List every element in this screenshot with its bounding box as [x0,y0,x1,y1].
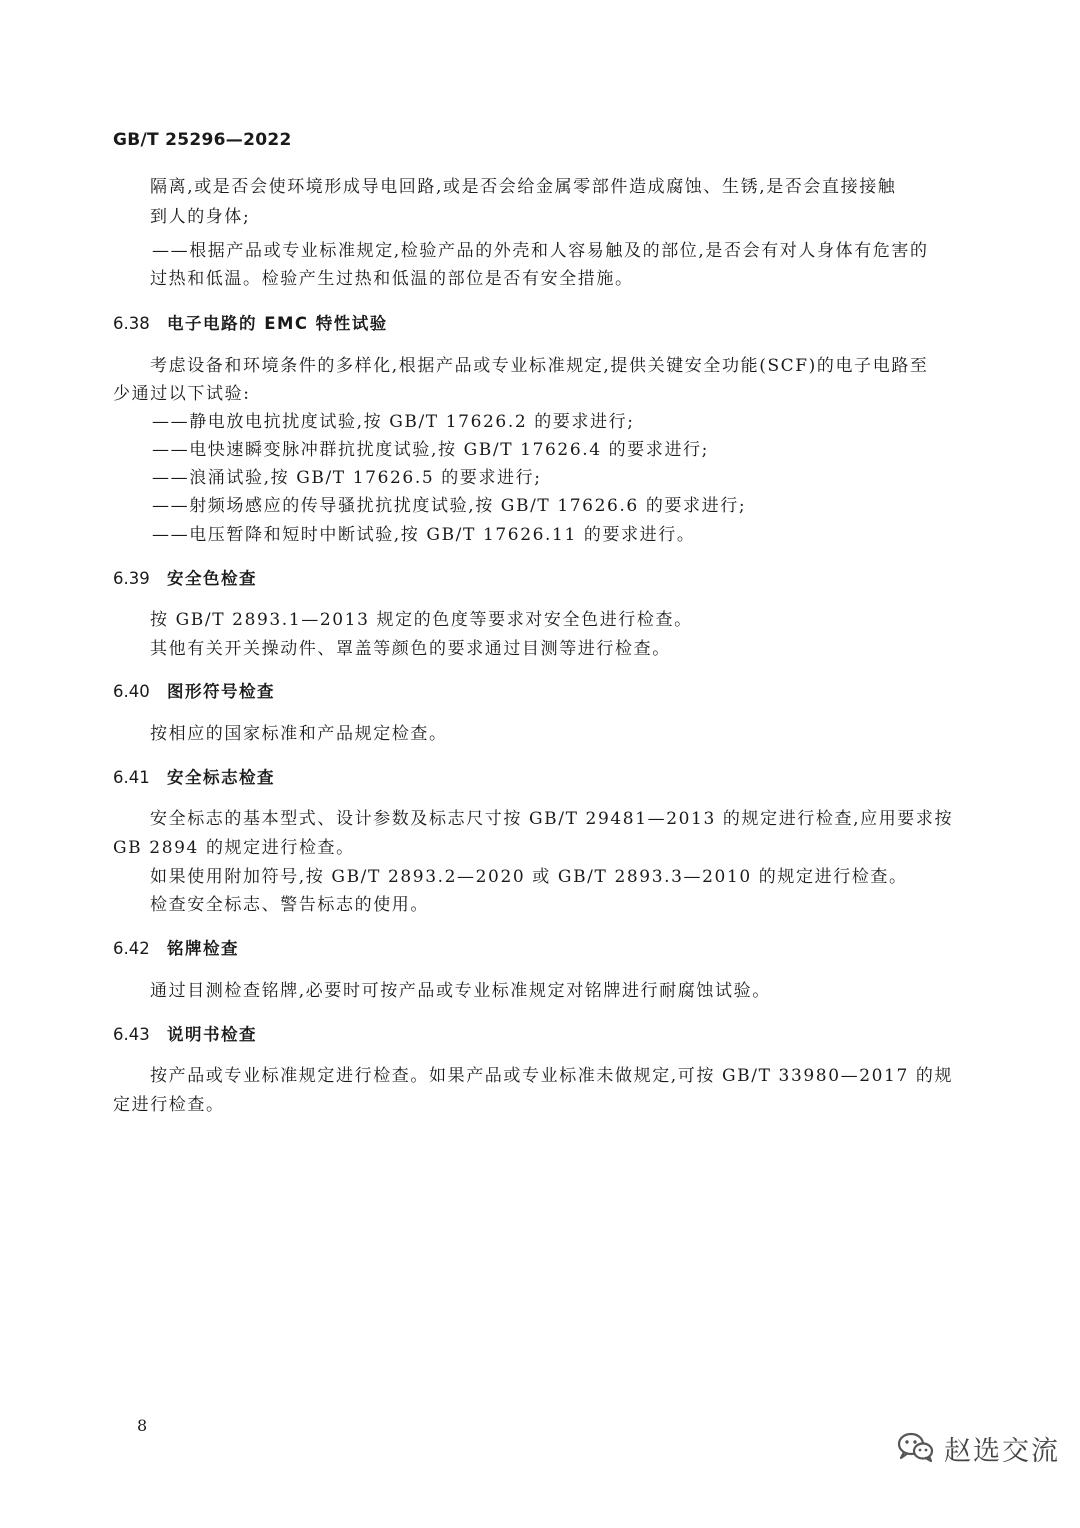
body-line: 安全标志的基本型式、设计参数及标志尺寸按 GB/T 29481—2013 的规定进行检查,应用要求按 [150,809,954,829]
body-line: 少通过以下试验: [113,384,251,404]
body-line: 按 GB/T 2893.1—2013 规定的色度等要求对安全色进行检查。 [150,610,693,630]
section-number: 6.43 [113,1025,150,1044]
section-title: 说明书检查 [167,1025,257,1044]
list-item: ——浪涌试验,按 GB/T 17626.5 的要求进行; [152,468,542,488]
section-number: 6.40 [113,682,150,701]
body-line: 定进行检查。 [113,1095,225,1115]
section-heading-6-42 [113,935,239,963]
body-line: 过热和低温。检验产生过热和低温的部位是否有安全措施。 [150,269,634,289]
body-line: 隔离,或是否会使环境形成导电回路,或是否会给金属零部件造成腐蚀、生锈,是否会直接接触 [150,177,897,197]
section-number: 6.41 [113,768,150,787]
watermark-text: 赵选交流 [944,1436,1060,1467]
body-line: 其他有关开关操动件、罩盖等颜色的要求通过目测等进行检查。 [150,639,671,659]
body-line: 检查安全标志、警告标志的使用。 [150,895,429,915]
section-title: 电子电路的 EMC 特性试验 [167,314,388,333]
section-heading-6-39 [113,565,257,593]
section-number: 6.38 [113,314,150,333]
section-title: 安全标志检查 [167,768,275,787]
body-line: 通过目测检查铭牌,必要时可按产品或专业标准规定对铭牌进行耐腐蚀试验。 [150,981,771,1001]
body-line: 如果使用附加符号,按 GB/T 2893.2—2020 或 GB/T 2893.3—2010 的规定进行检查。 [150,867,908,887]
body-line: 到人的身体; [150,207,251,227]
section-heading-6-38 [113,310,388,338]
section-heading-6-41 [113,764,275,792]
body-line: GB 2894 的规定进行检查。 [113,838,355,858]
body-line: 按相应的国家标准和产品规定检查。 [150,724,448,744]
list-item: ——电压暂降和短时中断试验,按 GB/T 17626.11 的要求进行。 [152,525,696,545]
section-number: 6.42 [113,939,150,958]
list-item: ——根据产品或专业标准规定,检验产品的外壳和人容易触及的部位,是否会有对人身体有危害的 [152,241,929,261]
section-number: 6.39 [113,569,150,588]
document-header: GB/T 25296—2022 [113,130,292,150]
list-item: ——射频场感应的传导骚扰抗扰度试验,按 GB/T 17626.6 的要求进行; [152,496,747,516]
watermark [896,1429,1060,1468]
page-number: 8 [137,1416,148,1435]
list-item: ——电快速瞬变脉冲群抗扰度试验,按 GB/T 17626.4 的要求进行; [152,440,709,460]
section-title: 铭牌检查 [167,939,239,958]
list-item: ——静电放电抗扰度试验,按 GB/T 17626.2 的要求进行; [152,412,635,432]
body-line: 考虑设备和环境条件的多样化,根据产品或专业标准规定,提供关键安全功能(SCF)的电子电路至 [150,356,929,376]
section-title: 安全色检查 [167,569,257,588]
section-title: 图形符号检查 [167,682,275,701]
section-heading-6-40 [113,678,275,706]
body-line: 按产品或专业标准规定进行检查。如果产品或专业标准未做规定,可按 GB/T 33980—2017 的规 [150,1066,954,1086]
wechat-icon [896,1430,936,1468]
section-heading-6-43 [113,1021,257,1049]
